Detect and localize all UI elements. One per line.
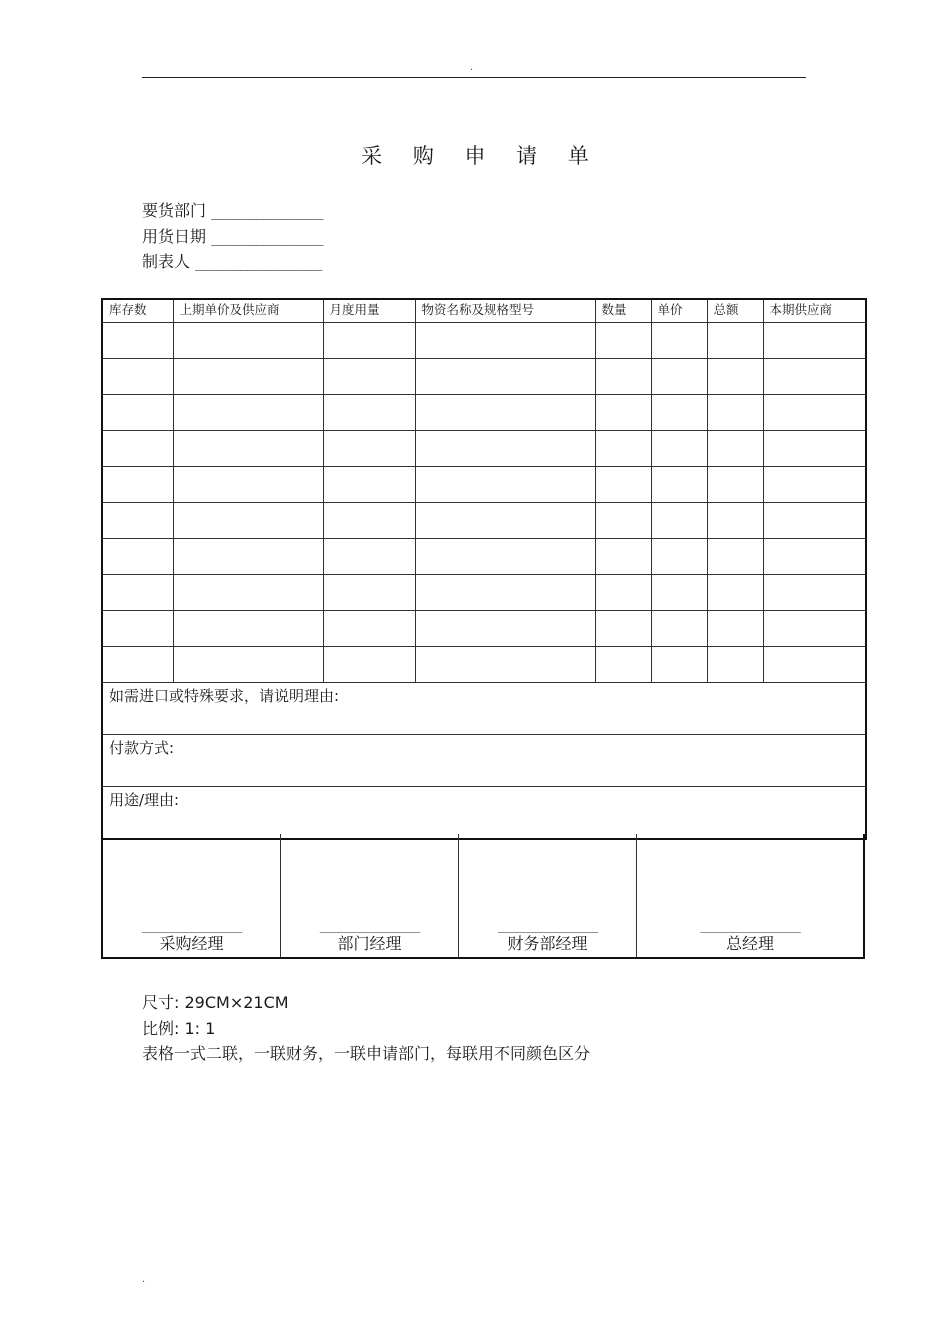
table-cell[interactable] [102, 359, 173, 395]
table-cell[interactable] [707, 467, 763, 503]
table-cell[interactable] [651, 575, 707, 611]
purchase-table [101, 298, 867, 840]
table-cell[interactable] [763, 539, 866, 575]
table-cell[interactable] [707, 647, 763, 683]
table-cell[interactable] [415, 359, 595, 395]
table-cell[interactable] [323, 359, 415, 395]
field-blank-line[interactable]: _______________ [211, 204, 323, 220]
table-cell[interactable] [651, 395, 707, 431]
table-cell[interactable] [102, 467, 173, 503]
table-cell[interactable] [595, 431, 651, 467]
field-blank-line[interactable]: _______________ [211, 230, 323, 246]
table-cell[interactable] [595, 467, 651, 503]
table-row [102, 611, 866, 647]
table-row [102, 467, 866, 503]
table-cell[interactable] [707, 503, 763, 539]
table-cell[interactable] [415, 575, 595, 611]
table-row [102, 575, 866, 611]
table-cell[interactable] [102, 575, 173, 611]
field-blank-line[interactable]: _________________ [195, 255, 322, 271]
table-cell[interactable] [651, 539, 707, 575]
signature-line: ________________ [497, 919, 598, 933]
table-cell[interactable] [102, 647, 173, 683]
table-cell[interactable] [595, 395, 651, 431]
header-mark: . [470, 62, 474, 73]
field-label: 制表人 [142, 252, 191, 271]
signature-line: ________________ [700, 919, 800, 933]
footer-size: 尺寸: 29CM×21CM [142, 993, 289, 1012]
table-cell[interactable] [595, 647, 651, 683]
table-cell[interactable] [763, 611, 866, 647]
signature-role: 财务部经理 [507, 934, 588, 953]
field-preparer [142, 249, 321, 272]
table-cell[interactable] [707, 539, 763, 575]
table-cell[interactable] [651, 647, 707, 683]
column-header: 库存数 [102, 299, 173, 323]
table-cell[interactable] [415, 503, 595, 539]
note-row-purpose [102, 787, 866, 840]
table-cell[interactable] [415, 539, 595, 575]
table-cell[interactable] [595, 611, 651, 647]
table-cell[interactable] [707, 431, 763, 467]
column-header: 数量 [595, 299, 651, 323]
column-header: 单价 [651, 299, 707, 323]
table-cell[interactable] [763, 395, 866, 431]
table-row [102, 395, 866, 431]
signature-line: ________________ [319, 919, 420, 933]
column-header: 本期供应商 [763, 299, 866, 323]
table-cell[interactable] [173, 467, 323, 503]
signature-purchasing-manager[interactable] [103, 834, 281, 957]
table-row [102, 323, 866, 359]
field-label: 要货部门 [142, 201, 207, 220]
note-cell[interactable]: 如需进口或特殊要求，请说明理由: [102, 683, 866, 735]
signature-role: 采购经理 [159, 934, 224, 953]
table-cell[interactable] [173, 395, 323, 431]
signature-finance-manager[interactable] [459, 834, 637, 957]
footer-mark: . [142, 1274, 146, 1285]
table-cell[interactable] [323, 647, 415, 683]
column-header: 上期单价及供应商 [173, 299, 323, 323]
signature-role: 总经理 [725, 934, 774, 953]
signature-department-manager[interactable] [281, 834, 459, 957]
table-cell[interactable] [173, 359, 323, 395]
table-row [102, 359, 866, 395]
table-cell[interactable] [595, 575, 651, 611]
table-cell[interactable] [763, 431, 866, 467]
footer-scale: 比例: 1: 1 [142, 1019, 216, 1038]
table-cell[interactable] [173, 323, 323, 359]
table-body [102, 323, 866, 683]
table-cell[interactable] [763, 647, 866, 683]
note-row-payment-method [102, 735, 866, 787]
table-cell[interactable] [595, 323, 651, 359]
table-cell[interactable] [707, 323, 763, 359]
note-cell[interactable]: 付款方式: [102, 735, 866, 787]
table-row [102, 503, 866, 539]
table-cell[interactable] [102, 611, 173, 647]
table-cell[interactable] [173, 539, 323, 575]
table-cell[interactable] [415, 611, 595, 647]
table-cell[interactable] [595, 539, 651, 575]
table-cell[interactable] [707, 611, 763, 647]
table-cell[interactable] [323, 431, 415, 467]
table-cell[interactable] [763, 575, 866, 611]
header-rule [142, 77, 806, 78]
table-cell[interactable] [415, 395, 595, 431]
column-header: 总额 [707, 299, 763, 323]
table-cell[interactable] [323, 467, 415, 503]
column-header: 月度用量 [323, 299, 415, 323]
table-cell[interactable] [651, 503, 707, 539]
table-cell[interactable] [415, 647, 595, 683]
table-row [102, 647, 866, 683]
column-header: 物资名称及规格型号 [415, 299, 595, 323]
table-cell[interactable] [102, 503, 173, 539]
table-cell[interactable] [651, 323, 707, 359]
table-cell[interactable] [102, 395, 173, 431]
signature-line: ________________ [141, 919, 242, 933]
table-cell[interactable] [707, 575, 763, 611]
table-cell[interactable] [173, 647, 323, 683]
signature-general-manager[interactable] [637, 834, 863, 957]
field-delivery-date [142, 224, 323, 247]
footer-remark: 表格一式二联，一联财务，一联申请部门，每联用不同颜色区分 [142, 1044, 591, 1063]
table-cell[interactable] [102, 539, 173, 575]
table-cell[interactable] [651, 359, 707, 395]
table-row [102, 539, 866, 575]
signature-block [101, 834, 865, 959]
table-cell[interactable] [173, 431, 323, 467]
table-cell[interactable] [415, 467, 595, 503]
table-header-row [102, 299, 866, 323]
table-cell[interactable] [415, 323, 595, 359]
table-cell[interactable] [651, 431, 707, 467]
table-cell[interactable] [415, 431, 595, 467]
table-cell[interactable] [763, 503, 866, 539]
table-cell[interactable] [323, 323, 415, 359]
table-cell[interactable] [595, 503, 651, 539]
field-label: 用货日期 [142, 227, 207, 246]
table-cell[interactable] [323, 503, 415, 539]
table-cell[interactable] [763, 359, 866, 395]
table-cell[interactable] [595, 359, 651, 395]
table-cell[interactable] [763, 467, 866, 503]
table-cell[interactable] [651, 611, 707, 647]
table-cell[interactable] [323, 575, 415, 611]
table-cell[interactable] [102, 323, 173, 359]
table-cell[interactable] [323, 611, 415, 647]
signature-role: 部门经理 [337, 934, 402, 953]
field-requesting-dept [142, 198, 323, 221]
note-cell[interactable]: 用途/理由: [102, 787, 866, 840]
form-title: 采 购 申 请 单 [361, 144, 601, 168]
table-cell[interactable] [763, 323, 866, 359]
table-cell[interactable] [173, 575, 323, 611]
table-cell[interactable] [707, 359, 763, 395]
table-row [102, 431, 866, 467]
table-cell[interactable] [173, 611, 323, 647]
table-cell[interactable] [651, 467, 707, 503]
table-cell[interactable] [173, 503, 323, 539]
table-cell[interactable] [323, 539, 415, 575]
table-cell[interactable] [323, 395, 415, 431]
table-cell[interactable] [707, 395, 763, 431]
note-row-special-requirements [102, 683, 866, 735]
table-cell[interactable] [102, 431, 173, 467]
